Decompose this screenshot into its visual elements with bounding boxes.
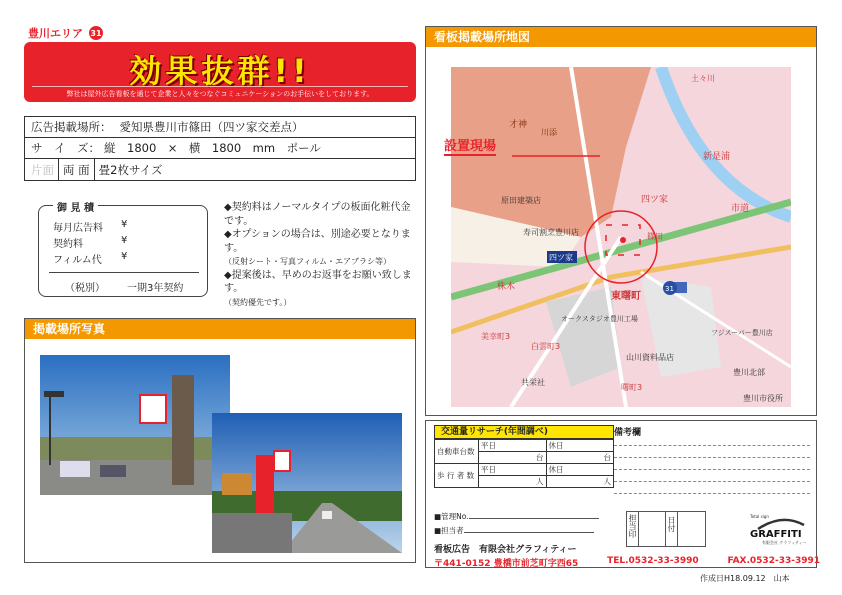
- stamp-box: [626, 511, 706, 547]
- stamp-staff-label: 担当印: [627, 512, 639, 546]
- location-map: [451, 67, 791, 407]
- map-label-i: 市道: [731, 204, 750, 214]
- estimate-title: 御 見 積: [53, 199, 98, 214]
- mgmt-no-label: ■管理No.: [434, 512, 469, 521]
- note-1: ◆契約料はノーマルタイプの板面化粧代金です。: [224, 202, 411, 227]
- traffic-section: [425, 420, 820, 569]
- estimate-row-value: ¥: [121, 235, 128, 246]
- map-label-p: 曙町3: [621, 383, 643, 392]
- note-2: ◆オプションの場合は、別途必要となります。: [224, 229, 411, 254]
- remarks-title: 備考欄: [614, 428, 642, 438]
- size-value: 縦 1800 × 横 1800 mm ポール: [104, 141, 321, 155]
- area-label: [28, 25, 103, 41]
- estimate-row-label: 契約料: [53, 239, 83, 250]
- double-side-label: 両 面: [63, 162, 90, 177]
- face-value: 畳2枚サイズ: [98, 162, 163, 177]
- site-photo-2: [212, 413, 402, 553]
- site-pointer: [512, 152, 602, 172]
- map-label-d: 新是浦: [703, 152, 731, 162]
- map-label-a: 才神: [509, 120, 528, 130]
- estimate-tax: （税別）: [65, 283, 105, 294]
- map-label-e: 原田建築店: [501, 196, 541, 205]
- map-label-g: 四ツ家: [641, 195, 669, 205]
- note-3: ◆提案後は、早めのお返事をお願い致します。: [224, 269, 412, 294]
- note-2-small: （反射シート・写真フィルム・エアブラシ等）: [224, 257, 392, 266]
- map-label-n: 山川資料品店: [626, 353, 674, 362]
- map-label-j: 四ツ家: [549, 253, 573, 262]
- car-label: 自動車台数: [435, 440, 479, 464]
- created-date: 作成日H18.09.12 山本: [700, 574, 790, 583]
- map-label-q: 豊川北部: [733, 368, 765, 377]
- location-value: 愛知県豊川市篠田（四ツ家交差点）: [119, 120, 304, 134]
- map-label-m: 白雲町3: [531, 342, 561, 351]
- banner-title: 効果抜群!!: [129, 52, 311, 90]
- company-address: 〒441-0152 豊橋市前芝町字西65: [434, 559, 579, 569]
- mgmt-no-line: [434, 511, 599, 522]
- map-label-h: 篠田: [647, 232, 663, 241]
- company-fax: FAX.0532-33-3991: [727, 556, 820, 566]
- car-weekday-unit: 台: [479, 452, 547, 464]
- photo-section: [24, 318, 416, 563]
- walk-weekday: 平日: [479, 464, 547, 476]
- company-name: 看板広告 有限会社グラフィティー: [434, 545, 577, 555]
- location-row: [25, 117, 415, 138]
- photo-heading: 掲載場所写真: [25, 319, 415, 339]
- map-label-o: 共栄社: [521, 378, 545, 387]
- banner: [24, 42, 416, 102]
- area-name: 豊川エリア: [28, 27, 83, 40]
- map-label-f: 寿司割烹豊川店: [523, 228, 579, 237]
- estimate-term: 一期3年契約: [127, 283, 184, 294]
- single-side-label: 片面: [31, 162, 54, 177]
- staff-label: ■担当者: [434, 526, 464, 535]
- area-number-badge: 31: [89, 26, 103, 40]
- estimate-row-label: フィルム代: [53, 255, 102, 266]
- car-holiday-unit: 台: [546, 452, 614, 464]
- map-label-c: 土々川: [691, 74, 715, 83]
- estimate-row-value: ¥: [121, 251, 128, 262]
- notes: [224, 201, 414, 309]
- stamp-date-label: 日付: [666, 512, 678, 546]
- info-table: [24, 116, 416, 181]
- map-label-u: オークスタジオ豊川工場: [561, 315, 638, 323]
- estimate-row-value: ¥: [121, 219, 128, 230]
- walk-holiday: 休日: [546, 464, 614, 476]
- logo-main-text: GRAFFITI: [750, 529, 802, 540]
- map-heading: 看板掲載場所地図: [426, 27, 816, 47]
- map-label-k: 東曙町: [611, 291, 641, 302]
- traffic-table: [434, 439, 614, 488]
- company-contact: [434, 556, 820, 569]
- map-label-r: 豊川市役所: [743, 394, 783, 403]
- car-weekday: 平日: [479, 440, 547, 452]
- traffic-title: 交通量リサーチ(年間調べ): [434, 425, 614, 439]
- car-holiday: 休日: [546, 440, 614, 452]
- site-photo-1: [40, 355, 230, 495]
- map-section: [425, 26, 817, 416]
- map-label-v: 株木: [497, 282, 516, 292]
- logo-sub-text: 有限会社 グラフィティー: [762, 540, 807, 545]
- walk-label: 歩 行 者 数: [435, 464, 479, 488]
- estimate-box: [38, 205, 208, 297]
- estimate-row-label: 毎月広告料: [53, 223, 103, 234]
- size-row: [25, 138, 415, 159]
- staff-line: [434, 525, 594, 536]
- banner-subtitle: 弊社は屋外広告看板を通じて企業と人々をつなぐコミュニケーションのお手伝いをしております。: [32, 86, 408, 99]
- face-row: [25, 159, 415, 180]
- site-label: 設置現場: [444, 135, 496, 156]
- company-tel: TEL.0532-33-3990: [607, 556, 699, 566]
- logo-small-text: Total sign: [750, 514, 769, 519]
- location-label: 広告掲載場所：: [31, 120, 112, 134]
- map-route-number: 31: [665, 285, 674, 293]
- map-label-s: フジスーパー豊川店: [711, 329, 773, 337]
- walk-holiday-unit: 人: [546, 476, 614, 488]
- note-3-small: （契約優先です。）: [224, 297, 292, 307]
- map-label-b: 川添: [541, 128, 557, 137]
- graffiti-logo: [748, 509, 810, 547]
- walk-weekday-unit: 人: [479, 476, 547, 488]
- size-label: サ イ ズ：: [31, 141, 100, 155]
- map-label-l: 美幸町3: [481, 332, 511, 341]
